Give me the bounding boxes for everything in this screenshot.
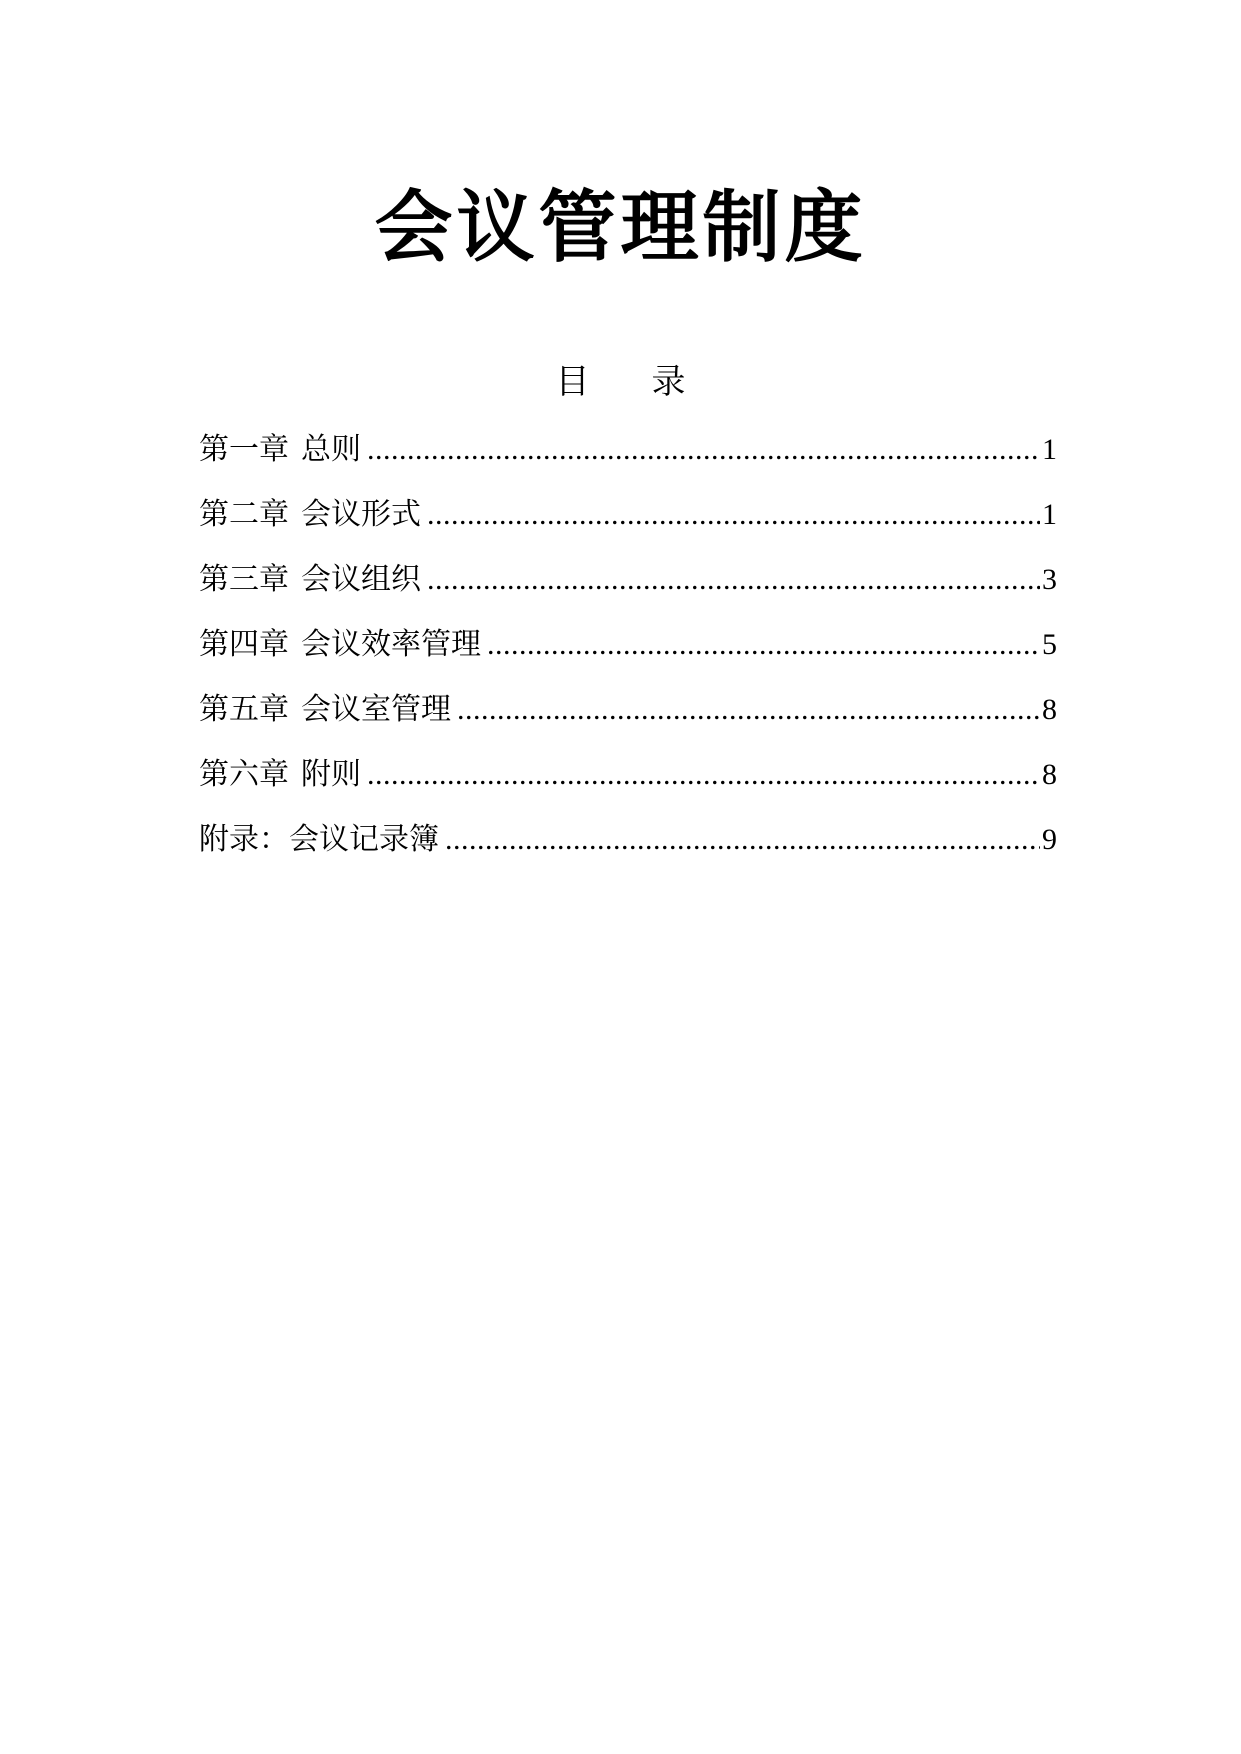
toc-entry-chapter: 第五章 xyxy=(199,692,289,727)
toc-entry-appendix[interactable] xyxy=(199,820,1057,885)
toc-entry-chapter-5[interactable] xyxy=(199,690,1057,755)
toc-entry-title: 会议室管理 xyxy=(301,692,451,727)
toc-entry-chapter-6[interactable] xyxy=(199,755,1057,820)
toc-dot-leader xyxy=(445,820,1040,860)
toc-entry-page: 8 xyxy=(1042,758,1057,791)
toc-entry-page: 1 xyxy=(1042,433,1057,466)
toc-entry-label xyxy=(199,690,451,730)
toc-entry-label xyxy=(199,755,361,795)
toc-dot-leader xyxy=(427,495,1040,535)
toc-entry-chapter: 第二章 xyxy=(199,497,289,532)
toc-dot-leader xyxy=(367,755,1040,795)
toc-entry-chapter: 第三章 xyxy=(199,562,289,597)
toc-entry-chapter-3[interactable] xyxy=(199,560,1057,625)
toc-entry-page: 1 xyxy=(1042,498,1057,531)
toc-entry-label xyxy=(199,430,361,470)
toc-heading xyxy=(0,360,1241,404)
toc-entry-label xyxy=(199,495,421,535)
toc-dot-leader xyxy=(487,625,1040,665)
toc-dot-leader xyxy=(457,690,1040,730)
document-title: 会议管理制度 xyxy=(374,183,867,273)
toc-entry-chapter: 附录： xyxy=(199,822,289,857)
toc-dot-leader xyxy=(367,430,1040,470)
toc-entry-title: 附则 xyxy=(301,757,361,792)
toc-entry-page: 5 xyxy=(1042,628,1057,661)
toc-entry-label xyxy=(199,560,421,600)
toc-entry-chapter-4[interactable] xyxy=(199,625,1057,690)
toc-entry-chapter-2[interactable] xyxy=(199,495,1057,560)
toc-entry-title: 会议记录簿 xyxy=(289,822,439,857)
toc-entry-page: 8 xyxy=(1042,693,1057,726)
toc-entry-title: 会议形式 xyxy=(301,497,421,532)
table-of-contents xyxy=(199,430,1057,885)
toc-entry-label xyxy=(199,625,481,665)
toc-entry-title: 会议组织 xyxy=(301,562,421,597)
toc-entry-title: 会议效率管理 xyxy=(301,627,481,662)
toc-entry-chapter: 第一章 xyxy=(199,432,289,467)
toc-heading-left: 目 xyxy=(555,362,590,402)
toc-entry-chapter: 第六章 xyxy=(199,757,289,792)
toc-entry-page: 9 xyxy=(1042,823,1057,856)
toc-entry-chapter: 第四章 xyxy=(199,627,289,662)
toc-dot-leader xyxy=(427,560,1040,600)
toc-heading-right: 录 xyxy=(651,362,686,402)
toc-entry-label xyxy=(199,820,439,860)
toc-entry-chapter-1[interactable] xyxy=(199,430,1057,495)
toc-entry-title: 总则 xyxy=(301,432,361,467)
toc-entry-page: 3 xyxy=(1042,563,1057,596)
